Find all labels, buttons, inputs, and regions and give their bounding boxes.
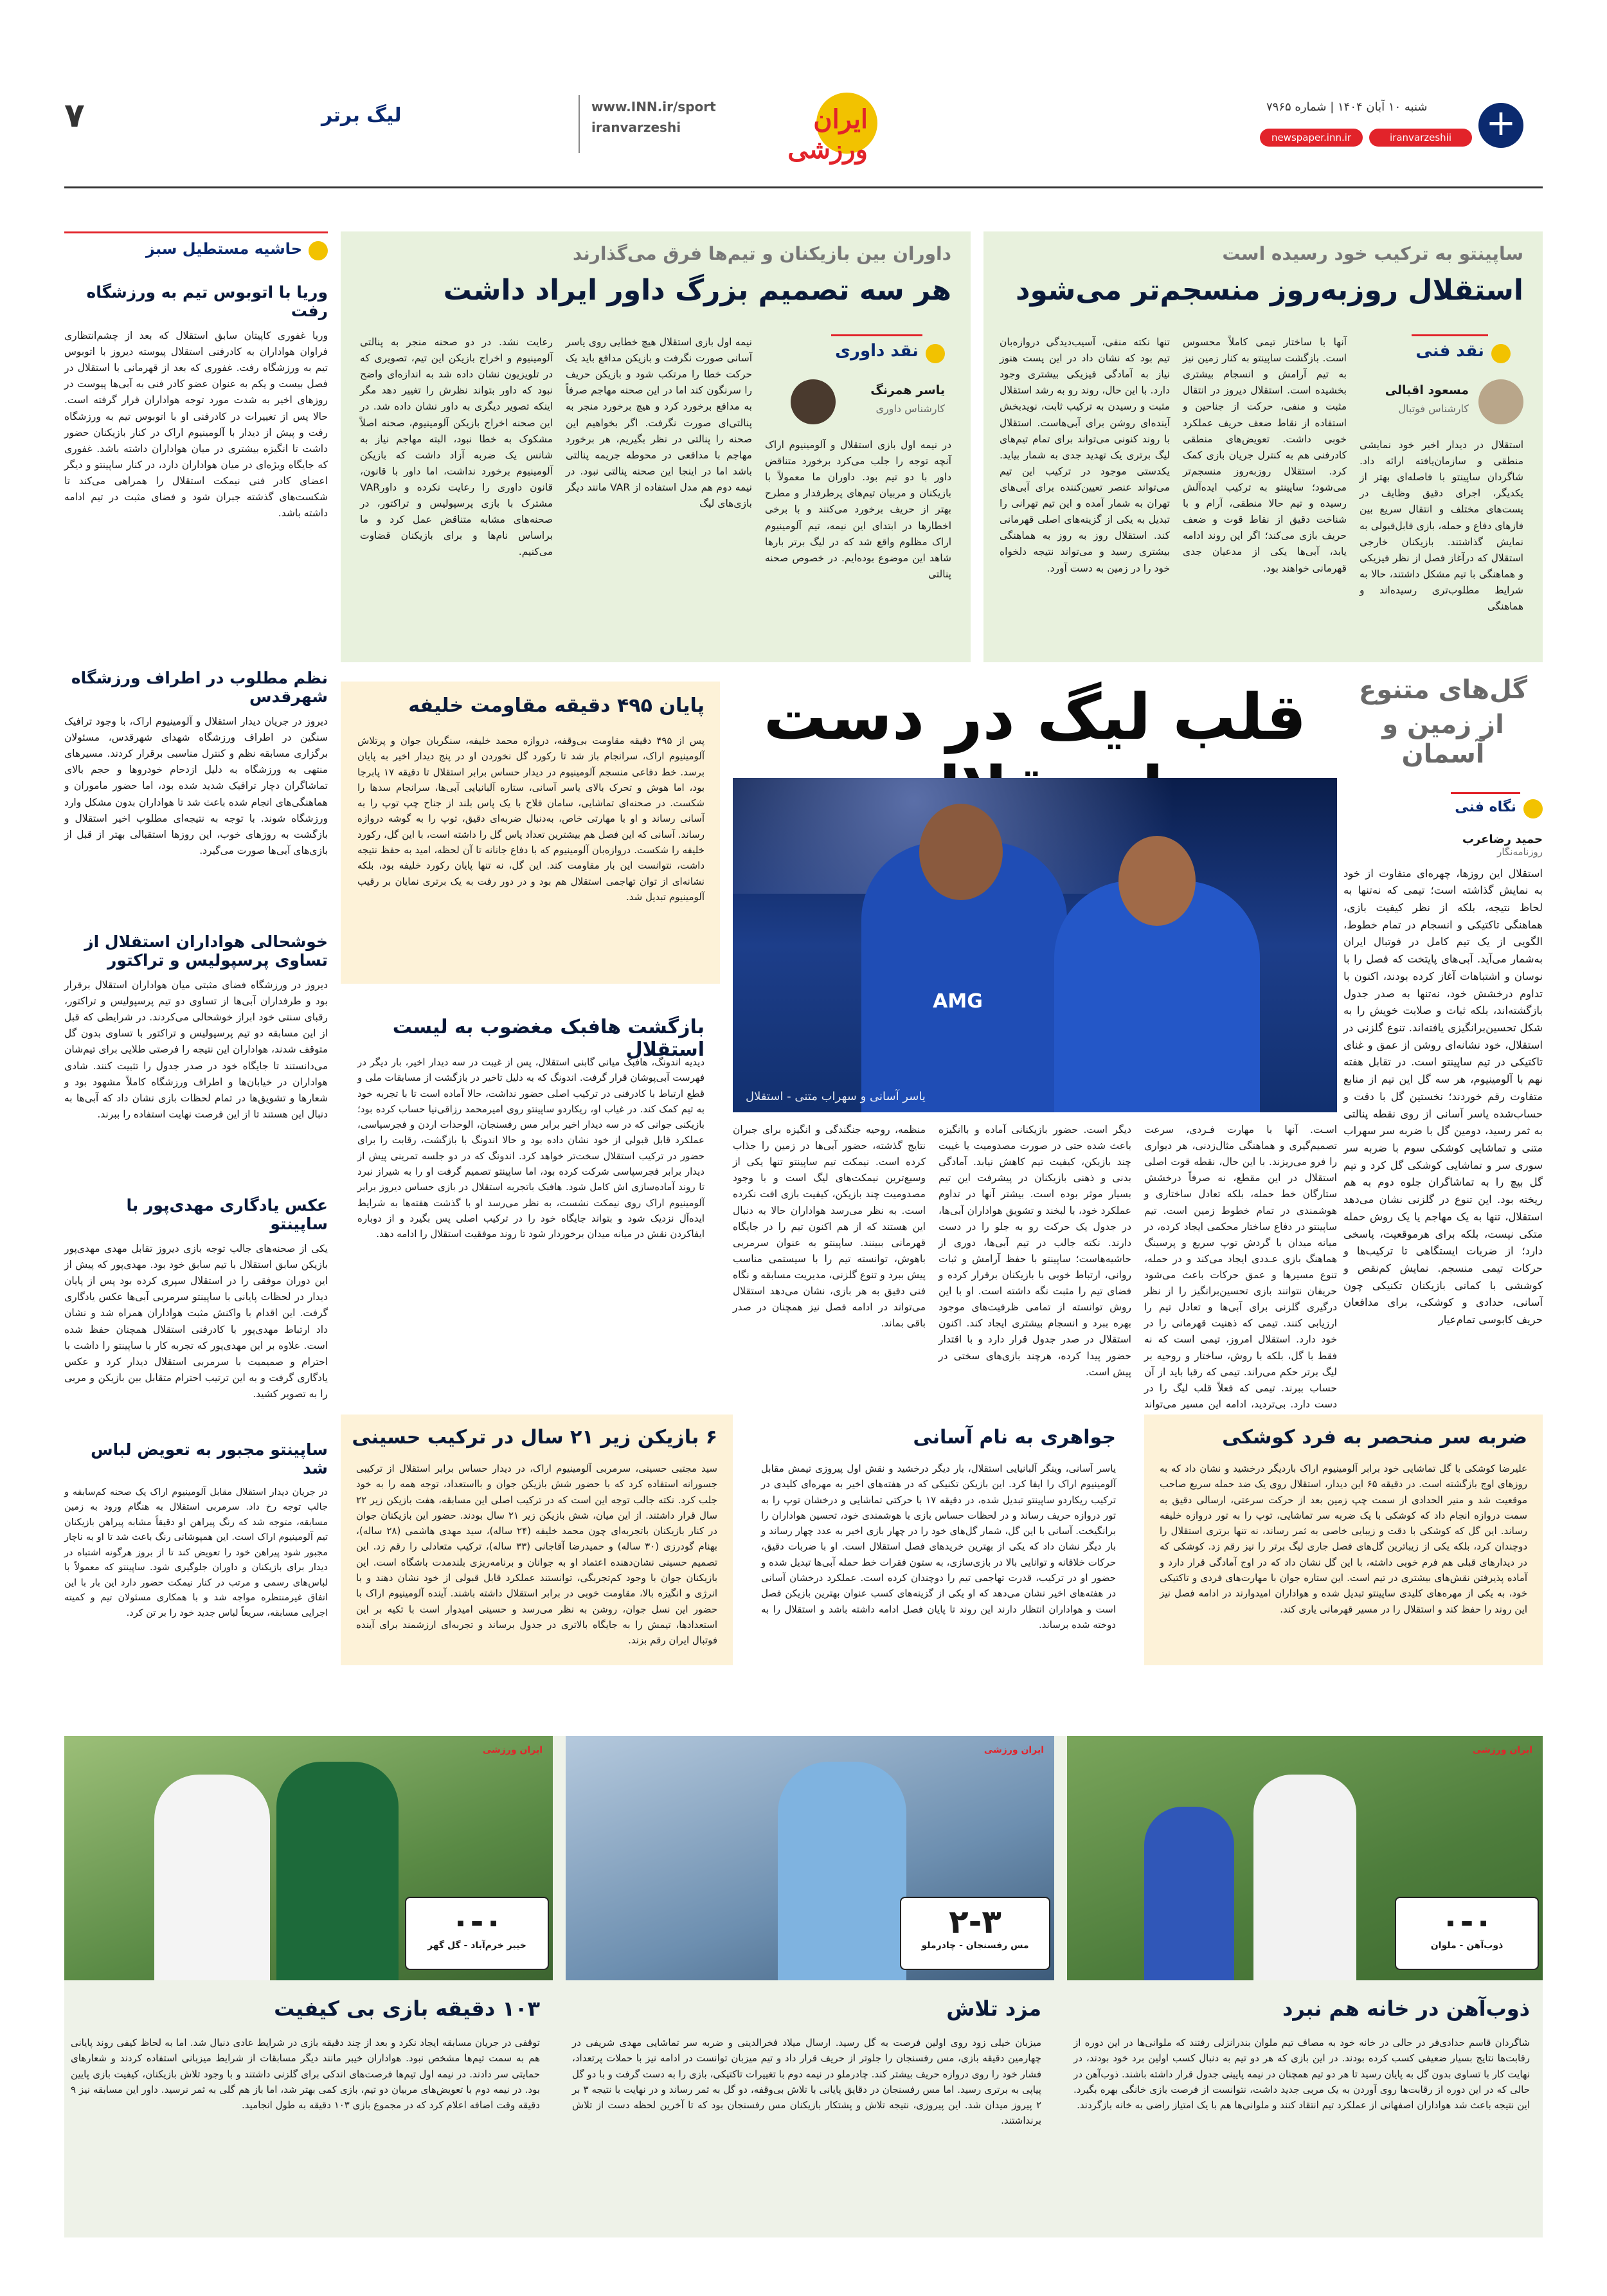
logo <box>752 86 881 165</box>
sidebar <box>64 231 328 1652</box>
score-box <box>405 1897 549 1970</box>
kicker: داوران بین بازیکنان و تیم‌ها فرق می‌گذارند <box>573 243 951 264</box>
player-right-head <box>1118 836 1196 926</box>
badge-site-label: newspaper.inn.ir <box>1271 132 1352 143</box>
story-text: دیروز در ورزشگاه فضای مثبتی میان هواداران استقلال برقرار بود و طرفداران آبی‌ها از تساوی دو تیم پرسپولیس و تراکتور، رقبای سنتی خود ابراز خوشحالی می‌کردند. در شرایطی که قبل از این مسابقه دو تیم پرسپولیس و تراکتور با تساوی بدون گل متوقف شدند، هواداران این نتیجه را فرصتی طلایی برای تیم‌شان می‌دانستند تا جایگاه خود در صدر جدول را تثبیت کنند. شادی هواداران در خیابان‌ها و اطراف ورزشگاه کاملاً مشهود بود و شعارها و تشویق‌ها در تمام لحظات بازی نشان داد که آبی‌ها به دنبال این هستند تا از این فرصت نهایت استفاده را ببرند. <box>64 979 328 1120</box>
match-title: ۱۰۳ دقیقه بازی بی کیفیت <box>274 1996 540 2021</box>
match-title: مزد تلاش <box>946 1996 1041 2021</box>
author-name: حمید رضاعرب <box>1462 832 1543 846</box>
article-text: سید مجتبی حسینی، سرمربی آلومینیوم اراک، در دیدار حساس برابر استقلال از ترکیبی جسورانه استفاده کرد که با حضور شش بازیکن جوان و بااستعداد، توجه همه را به خود جلب کرد. نکته جالب توجه این است که در ترکیب اصلی این مسابقه، هفت بازیکن زیر ۲۲ سال قرار داشتند. از این میان، شش بازیکن زیر ۲۱ سال بودند. حضور این بازیکنان جوان در کنار بازیکنان باتجربه‌ای چون محمد خلیفه (۲۴ ساله)، سید مهدی هاشمی (۲۸ ساله)، بهنام گودرزی (۳۰ ساله) و حمیدرضا آقاجانی (۳۳ ساله)، ترکیب متعادلی را رقم زد. این تصمیم حسینی نشان‌دهنده اعتماد او به جوانان و برنامه‌ریزی بلندمدت باشگاه است. این بازیکنان جوان با وجود کم‌تجربگی، توانستند عملکرد قابل قبولی از خود نشان دهند و با انرژی و انگیزه بالا، مقاومت خوبی در برابر استقلال داشته باشند. آینده آلومینیوم اراک با حضور این نسل جوان، روشن به نظر می‌رسد و حسینی امیدوار است با تکیه بر این استعدادها، تیمش را به جایگاه بالاتری در جدول برساند و تجربه‌ای ارزشمند برای آینده فوتبال ایران رقم بزند. <box>356 1463 717 1647</box>
match-label: مس رفسنجان - چادرملو <box>921 1940 1029 1951</box>
story-text: یکی از صحنه‌های جالب توجه بازی دیروز تقابل مهدی مهدی‌پور بازیکن سابق استقلال با تیم سابق خود بود. مهدی‌پور که پیش از این دوران موفقی را در استقلال سپری کرده بود پس از پایان دیدار در لحظات پایانی با ساپینتو سرمربی آبی‌ها عکس یادگاری گرفت. این اقدام با واکنش مثبت هواداران همراه شد و نشان داد ارتباط مهدی‌پور با کادرفنی استقلال همچنان حفظ شده است. علاوه بر این مهدی‌پور که تجربه کار با ساپینتو را داشت با احترام و صمیمیت با سرمربی استقلال دیدار کرد و عکس یادگاری گرفت و به این ترتیب احترام متقابل بین بازیکن و مربی را به تصویر کشید. <box>64 1243 328 1400</box>
badge-site[interactable] <box>1260 129 1363 147</box>
story-text: در جریان دیدار استقلال مقابل آلومینیوم اراک یک صحنه کم‌سابقه و جالب توجه رخ داد. سرمربی استقلال به هنگام ورود به زمین مسابقه، متوجه شد که رنگ پیراهن او دقیقاً مشابه پیراهن بازیکنان تیم آلومینیوم اراک است. این همپوشانی رنگ باعث شد تا او به ناچار مجبور شود پیراهن خود را تعویض کند تا از بروز هرگونه اشتباه در دیدار برای بازیکنان و داوران جلوگیری شود. ساپینتو که معمولاً با لباس‌های رسمی و مرتب در کنار نیمکت حضور دارد این بار با این اتفاق غیرمنتظره مواجه شد و با همکاری مسئولان تیم و کمیته اجرایی مسابقه، سریعاً لباس جدید خود را بر تن کرد. <box>64 1487 328 1618</box>
article-title: ۶ بازیکن زیر ۲۱ سال در ترکیب حسینی <box>352 1426 717 1449</box>
bottom-article <box>746 1415 1131 1665</box>
player-figure <box>276 1762 399 1980</box>
author-avatar <box>791 379 836 424</box>
sponsor-logo: AMG <box>933 990 983 1013</box>
headline-column-2: دیگر است. حضور بازیکنانی آماده و باانگیزه باعث شده حتی در صورت مصدومیت یا غیبت چند بازیکن، کیفیت تیم کاهش نیابد. آمادگی بدنی و ذهنی بازیکنان در پیشرفت این تیم بسیار موثر بوده است. بیشتر آنها در تداوم عملکرد خود، با لبخند و تشویق هواداران آبی‌ها، در جدول یک حرکت رو به جلو را در دست دارند. نکته جالب در تیم آبی‌ها، دوری از حاشیه‌هاست؛ ساپینتو با حفظ آرامش و ثبات روانی، ارتباط خوبی با بازیکنان برقرار کرده و فضای تیم را مثبت نگه داشته است. او با این روش توانسته از تمامی ظرفیت‌های موجود بهره ببرد و انسجام بیشتری ایجاد کند. اکنون استقلال در صدر جدول قرار دارد و با اقتدار حضور پیدا کرده، هرچند بازی‌های سختی در پیش است. <box>938 1124 1131 1378</box>
bullet-icon <box>1523 799 1543 818</box>
photo-caption: یاسر آسانی و سهراب متنی - استقلال <box>746 1090 926 1103</box>
author-role: روزنامه‌نگار <box>1497 845 1543 858</box>
tag-label: نگاه فنی <box>1451 792 1520 815</box>
match-score: ۲-۳ <box>949 1903 1001 1940</box>
page-header <box>0 90 1607 186</box>
article-text: یاسر آسانی، وینگر آلبانیایی استقلال، بار دیگر درخشید و نقش اول پیروزی تیمش مقابل آلومینیوم اراک را ایفا کرد. این بازیکن تکنیکی که در هفته‌های اخیر به مهره‌ای کلیدی در ترکیب ریکاردو ساپینتو تبدیل شده، در دقیقه ۱۷ با حرکتی تماشایی و درخشان توپ را به تور دروازه حریف رساند و در لحظات حساس بازی با هوشمندی خود، تحسین هواداران را برانگیخت. آسانی با این گل، شمار گل‌های خود را در چهار بازی اخیر به عدد چهار رساند و بار دیگر نشان داد که یکی از بهترین خریدهای فصل استقلال است. او با ضربات دقیق، حرکات خلاقانه و توانایی بالا در بازی‌سازی، به ستون فقرات خط حمله آبی‌ها تبدیل شده و حضور او در ترکیب، قدرت تهاجمی تیم را دوچندان کرده است. عملکرد درخشان آسانی در هفته‌های اخیر نشان می‌دهد که او یکی از گزینه‌های کسب عنوان بهترین بازیکن فصل است و هواداران انتظار دارند این روند تا پایان فصل ادامه داشته باشد و استقلال را به دوخته شده برساند. <box>761 1463 1116 1631</box>
story-text: دیروز در جریان دیدار استقلال و آلومینیوم اراک، با وجود ترافیک سنگین در اطراف ورزشگاه شهدای شهرقدس، مسئولان برگزاری مسابقه نظم و کنترل مناسبی برقرار کردند. مسیرهای منتهی به ورزشگاه به دلیل ازدحام خودروها و حجم بالای تماشاگران دچار ترافیک شدید شده بود، اما حضور ماموران و هماهنگی‌های انجام شده باعث شد تا هواداران بدون مشکل وارد ورزشگاه شوند. با توجه به نتیجه‌ای مطلوب اخیر استقلال و بازگشت به روزهای خوب، این روزها استقبالی بهتر از قبل از بازی‌های آبی‌ها صورت می‌گیرد. <box>64 716 328 856</box>
header-rule <box>64 186 1543 188</box>
instagram-handle[interactable]: iranvarzeshi <box>591 120 681 135</box>
column-1: استقلال در دیدار اخیر خود نمایشی منطقی و سازمان‌یافته ارائه داد. شاگردان ساپینتو با فاصله‌ای بهتر از یکدیگر، اجرای دقیق وظایف در پست‌های مختلف و انتقال سریع بین فازهای دفاع و حمله، بازی قابل‌قبولی به نمایش گذاشتند. بازیکنان خارجی استقلال که درآغاز فصل از نظر فیزیکی و هماهنگی با تیم مشکل داشتند، حالا به شرایط مطلوب‌تری رسیده‌اند و هماهنگی <box>1360 439 1523 613</box>
tag-label: نقد داوری <box>831 334 922 361</box>
column-2: آنها با ساختار تیمی کاملاً محسوس است. بازگشت ساپینتو به کنار زمین نیز به تیم آرامش و انسجام بیشتری بخشیده است. استقلال دیروز در انتقال مثبت و منفی، حرکت از جناحین و استفاده از نقاط ضعف حریف عملکرد خوبی داشت. تعویض‌های منطقی کادرفنی هم به کنترل جریان بازی کمک کرد. استقلال روزبه‌روز منسجم‌تر می‌شود؛ ساپینتو به ترکیب ایده‌آلش رسیده و تیم حالا منطقی، آرام و با شناخت دقیق از نقاط قوت و ضعف حریف بازی می‌کند؛ اگر این روند ادامه یابد، آبی‌ها یکی از مدعیان جدی قهرمانی خواهند بود. <box>1183 336 1347 574</box>
match-label: ذوب‌آهن - ملوان <box>1430 1940 1504 1951</box>
match-score: ۰-۰ <box>451 1903 503 1940</box>
bullet-icon <box>309 241 328 260</box>
section-label: لیگ برتر <box>321 104 402 127</box>
plus-icon[interactable]: + <box>1478 103 1523 148</box>
story-title: نظم مطلوب در اطراف ورزشگاه شهرقدس <box>71 669 328 706</box>
tag-label: نقد فنی <box>1412 334 1488 361</box>
headline-column-3: منظمه، روحیه جنگندگی و انگیزه برای جبران نتایج گذشته، حضور آبی‌ها در زمین را جذاب کرده است. نیمکت تیم ساپینتو تنها یکی از وسیع‌ترین نیمکت‌های لیگ است و با وجود مصدومیت چند بازیکن، کیفیت بازی افت نکرده است. به نظر می‌رسد هواداران حالا به دنبال این هستند که از هم اکنون تیم را در جایگاه قهرمانی ببینند. ساپینتو به عنوان سرمربی باهوش، توانسته تیم را با سیستمی مناسب پیش ببرد و تنوع گلزنی، مدیریت مسابقه و نگاه فنی دقیق به هر بازی، نشان می‌دهد استقلال می‌تواند در ادامه فصل نیز همچنان در صدر باقی بماند. <box>733 1124 926 1330</box>
bottom-article <box>341 1415 733 1665</box>
top-right-article <box>983 231 1543 662</box>
sidebar-header-label: حاشیه مستطیل سبز <box>146 240 302 258</box>
title-line-1: گل‌های متنوع <box>1358 675 1528 705</box>
title-line-2: از زمین و آسمان <box>1382 710 1504 769</box>
article-title: پایان ۴۹۵ دقیقه مقاومت خلیفه <box>408 694 705 717</box>
article-title: ضربه سر منحصر به فرد کوشکی <box>1222 1426 1527 1449</box>
column-2: نیمه اول بازی استقلال هیچ خطایی روی یاسر آسانی صورت نگرفت و بازیکن مدافع باید یک حرکت خطا را مرتکب شود و بازیکن حریف را سرنگون کند اما در این صحنه مهاجم صرفاً به مدافع برخورد کرد و هیچ برخورد منجر به پنالتی‌ای صورت نگرفت. اگر بخواهیم این صحنه را پنالتی در نظر بگیریم، هر برخورد مهاجم با مدافعی در محوطه جریمه پنالتی باشد اما در اینجا این صحنه پنالتی نبود. در نیمه دوم هم مدل استفاده از VAR مانند دیگر بازی‌های لیگ <box>566 336 752 510</box>
badge-insta[interactable] <box>1369 129 1472 147</box>
sidebar-story <box>64 1196 328 1402</box>
story-title: ساپینتو مجبور به تعویض لباس شد <box>91 1440 328 1478</box>
photo-badge: ایران ورزشی <box>482 1745 543 1755</box>
view-tag <box>1343 792 1543 818</box>
match-text: شاگردان قاسم حدادی‌فر در حالی در خانه خود به مصاف تیم ملوان بندرانزلی رفتند که ملوانی‌ها در این دوره از رقابت‌ها نتایج بسیار ضعیفی کسب کرده بودند. در این بازی که هر دو تیم به دنبال کسب اولین برد خود بودند، در نهایت کار با تساوی بدون گل به پایان رسید تا هر دو تیم همچنان در نیمه پایینی جدول قرار داشته باشند. ذوب‌آهن در حالی که در این دوره از رقابت‌ها روی آوردن به یک مربی جدید داشت، نتوانست از فرصت بازی خانگی بهره بگیرد. این نتیجه باعث شد هواداران اصفهانی از عملکرد تیم انتقاد کنند و ملوانی‌ها هم با یک امتیاز راضی به خانه بازگردند. <box>1073 2037 1530 2111</box>
match-text: میزبان خیلی زود روی اولین فرصت به گل رسید. ارسال میلاد فخرالدینی و ضربه سر تماشایی مهدی شریفی در چهارمین دقیقه بازی، مس رفسنجان را جلوتر از حریف قرار داد و تیم میزبان توانست در ادامه نیز با حملات پرتعداد، فشار خود را روی دروازه حریف بیشتر کند. چادرملو در نیمه دوم با تغییرات تاکتیکی، بازی را به دست گرفت و با دو گل پیاپی به برتری رسید. اما مس رفسنجان در دقایق پایانی با تلاش بی‌وقفه، دو گل به ثمر رساند و در نهایت با نتیجه ۳ بر ۲ پیروز میدان شد. این پیروزی، نتیجه تلاش و پشتکار بازیکنان مس رفسنجان بود که تا آخرین لحظه دست از تلاش برنداشتند. <box>572 2037 1041 2127</box>
article-text: علیرضا کوشکی با گل تماشایی خود برابر آلومینیوم اراک باردیگر درخشید و نشان داد که به روزهای اوج بازگشته است. در دقیقه ۶۵ این دیدار، استقلال روی یک ضد حمله سریع صاحب موقعیت شد و منیر الحدادی از سمت چپ زمین بعد از حرکت سرعتی، ارسالی دقیق به سمت دروازه انجام داد که کوشکی با یک ضربه سر تماشایی، توپ را به تور دروازه خلیفه رساند. این گل که کوشکی با دقت و زیبایی خاصی به ثمر رساند، نه تنها برتری استقلال را دوچندان کرد، بلکه یکی از زیباترین گل‌های فصل جاری لیگ برتر را نیز رقم زد. کوشکی که در دیدارهای قبلی هم فرم خوبی داشته، با این گل نشان داد که در اوج آمادگی قرار دارد و آماده پذیرفتن نقش‌های بیشتری در تیم است. این ستاره جوان با مهارت‌های فردی و تاکتیکی خود، به یکی از مهره‌های کلیدی ساپینتو تبدیل شده و هواداران امیدوارند در ادامه فصل نیز این روند را حفظ کند و استقلال را در مسیر قهرمانی یاری کند. <box>1160 1463 1527 1615</box>
player-figure <box>1253 1775 1356 1980</box>
issue-info: شنبه ۱۰ آبان ۱۴۰۴ | شماره ۷۹۶۵ <box>1266 100 1428 114</box>
match-text: توقفی در جریان مسابقه ایجاد نکرد و بعد از چند دقیقه بازی در شرایط عادی دنبال شد. اما به لحاظ کیفی روند پایانی هم به سمت تیم‌ها مشخص نبود. هواداران خیبر مانند دیگر مسابقات از شرایط میزبانی استفاده کردند و شعارهای حمایتی سر دادند. در نیمه اول تیم‌ها فرصت‌های اندکی برای گلزنی داشتند و با وجود تلاش بازیکنان، کیفیت بازی پایین بود. در نیمه دوم با تعویض‌های مربیان دو تیم، بازی کمی بهتر شد، اما باز هم گلی به ثمر نرسید. داور این مسابقه نیز ۹ دقیقه وقت اضافه اعلام کرد که در مجموع بازی ۱۰۳ دقیقه به طول انجامید. <box>71 2037 540 2111</box>
logo-text: ایران ورزشی <box>787 104 868 165</box>
bullet-icon <box>926 344 945 363</box>
article-text: پس از ۴۹۵ دقیقه مقاومت بی‌وقفه، دروازه محمد خلیفه، سنگربان جوان و پرتلاش آلومینیوم اراک، سرانجام باز شد تا رکورد گل نخوردن او در پنج دیدار اخیر به پایان برسد. خط دفاعی منسجم آلومینیوم در دیدار حساس برابر استقلال تا دقیقه ۱۷ پابرجا بود، اما هوش و تحرک بالای یاسر آسانی، ستاره آلبانیایی آبی‌ها، سرانجام سدها را شکست. در صحنه‌ای تماشایی، سامان فلاح با یک پاس بلند از جناح چپ توپ را به آسانی رساند و او با مهارتی خاص، به‌دنبال ضربه‌ای دقیق، توپ را به گوشه دروازه رساند. آسانی که این فصل هم بیشترین تعداد پاس گل را داشته است، با این گل، رکورد خلیفه را شکست. دروازه‌بان آلومینیوم که با دفاع جانانه تا آن لحظه، امید به حفظ نتیجه داشت، نتوانست این بار مقاومت کند. این گل، نه تنها پایان رکورد خلیفه بود، بلکه نشانه‌ای از توان تهاجمی استقلال هم بود و در دور رفت به یک برتری نمایان بر رقیب آلومینیوم تبدیل شد. <box>357 735 705 903</box>
top-mid-article <box>341 231 971 662</box>
bullet-icon <box>1491 344 1511 363</box>
sidebar-story <box>64 1440 328 1621</box>
player-left-head <box>919 804 1003 900</box>
sidebar-story <box>64 669 328 859</box>
story-title: عکس یادگاری مهدی‌پور با ساپینتو <box>126 1196 328 1233</box>
story-title: وریا با اتوبوس تیم به ورزشگاه رفت <box>86 283 328 320</box>
column-3: رعایت نشد. در دو صحنه منجر به پنالتی آلومینیوم و اخراج بازیکن این تیم، تصویری که در تلویزیون نشان داده شد به اندازه‌ای واضح نبود که داور بتواند نظرش را تغییر دهد مگر اینکه تصویر دیگری به داور نشان داده شد. در این صحنه اخراج بازیکن آلومینیوم، صحنه اصلاً مشکوک به خطا نبود، البته مهاجم نیاز به شانس یک ضربه آزاد داشت که بازیکن آلومینیوم برخورد نداشت، اما داور با قانون، قانون داوری را رعایت نکرده و داورVAR مشترک با بازی پرسپولیس و تراکتور، در صحنه‌های مشابه متناقض عمل کرد و ما براساس نام‌ها و برای بازیکنان قضاوت می‌کنیم. <box>360 336 553 558</box>
score-box <box>900 1897 1050 1970</box>
main-photo <box>733 778 1337 1112</box>
headline-column-1: اسـت. آنها با مهارت فـردی، سرعت تصمیم‌گیری و هماهنگی مثال‌زدنی، هر دیواری را فرو می‌ریزند. با این حال، نقطه قوت اصلی استقلال در این مقطع، نه صرفاً درخشش ستارگان خط حمله، بلکه تعادل ساختاری و هوشمندی در تمام خطوط زمین است. تیم ساپینتو در دفاع ساختار محکمی ایجاد کرده، در میانه میدان با گردش توپ سریع و پرسینگ هماهنگ بازی عـددی ایجاد می‌کند و در حمله، تنوع مسیرها و عمق حرکات باعث می‌شود حریفان نتوانند بازی تحسین‌برانگیز را از نظر درگیری گلزنی برای آبی‌ها و تعادل تیم را ارزیابی کنند. تیمی که ذهنیت قهرمانی را در خود دارد. استقلال امروز، تیمی است که نه فقط با گل، بلکه با روش، ساختار و روحیه بر لیگ برتر حکم می‌راند. تیمی که رقبا باید از آن حساب ببرند. تیمی که فعلاً قلب لیگ را در دست دارد. بی‌تردید، ادامه این مسیر می‌تواند <box>1144 1124 1337 1410</box>
article-title: جواهری به نام آسانی <box>913 1426 1116 1449</box>
header-divider <box>579 95 580 153</box>
page-number: ۷ <box>64 96 85 135</box>
story-text: وریا غفوری کاپیتان سابق استقلال که بعد از چشم‌انتظاری فراوان هواداران به کادرفنی استقلال پیوسته دیروز با اتوبوس تیم به ورزشگاه رفت. غفوری که بعد از قهرمانی با استقلال در فصل بیست و یکم به عنوان عضو کادر فنی به آبی‌ها پیوست در روزهای اخیر به شدت مورد توجه هواداران قرار گرفته است. حالا پس از تغییرات در کادرفنی او با اتوبوس تیم به ورزشگاه رفت و پیش از دیدار با آلومینیوم اراک در کنار بازیکنان حضور داشت تا انگیزه بیشتری در میان هواداران داشته باشد. غفوری که جایگاه ویژه‌ای در میان هواداران دارد، در کنار ساپینتو و دیگر اعضای کادر فنی نیمکت استقلال را همراهی می‌کند تا شکست‌های گذشته جبران شود و فضای مثبت در تیم ادامه داشته باشد. <box>64 330 328 520</box>
article-title: استقلال روزبه‌روز منسجم‌تر می‌شود <box>1015 274 1523 307</box>
player-figure <box>1144 1807 1234 1980</box>
sidebar-story <box>64 932 328 1123</box>
sidebar-story <box>64 283 328 521</box>
author-role: کارشناس داوری <box>875 402 945 415</box>
article-text: دیدیه اندونگ، هافبک میانی گابنی استقلال، پس از غیبت در سه دیدار اخیر، بار دیگر در فهرست آبی‌پوشان قرار گرفت. اندونگ که به دلیل تاخیر در بازگشت از مسابقات ملی و قطع ارتباط با کادرفنی در ترکیب اصلی حضور نداشت، حالا آماده است تا با تجربه خود به تیم کمک کند. در غیاب او، ریکاردو ساپینتو روی امیرمحمد رزاقی‌نیا حساب کرده بود؛ بازیکنی جوانی که در سه دیدار اخیر برابر مس رفسنجان، الوحدات اردن و فجرسپاسی، عملکرد قابل قبولی از خود نشان داده بود و حالا اندونگ با بازگشت، رقابت را برای حضور در ترکیب استقلال سخت‌تر خواهد کرد. اندونگ که در دو جلسه تمرینی پیش از دیدار برابر فجرسپاسی شرکت کرده بود، اما ساپینتو تصمیم گرفت او را به شیراز نبرد تا روند آماده‌سازی اش کامل شود. هافبک باتجربه استقلال در بازی حساس دیروز برابر آلومینیوم اراک روی نیمکت نشست، به نظر می‌رسد او با گذشت هفته‌ها به شرایط ایده‌آل نزدیک شود و بتواند جایگاه خود را در ترکیب اصلی پس بگیرد و از دوباره ایفاکردن نقش در میانه میدان برخوردار شود تا روند موفقیت استقلال را ادامه دهد. <box>357 1056 705 1240</box>
center-article-1 <box>341 682 720 984</box>
match-score: ۰-۰ <box>1441 1903 1493 1940</box>
main-headline: قلب لیگ در دست <box>763 681 1307 754</box>
photo-badge: ایران ورزشی <box>983 1745 1044 1755</box>
website-link[interactable]: www.INN.ir/sport <box>591 99 716 114</box>
author-role: کارشناس فوتبال <box>1398 402 1469 415</box>
article-title: بازگشت هافبک مغضوب به لیست استقلال <box>392 1016 705 1061</box>
sidebar-header <box>64 231 328 266</box>
author-avatar <box>1478 379 1523 424</box>
story-title: خوشحالی هواداران استقلال از تساوی پرسپولیس و تراکتور <box>84 932 328 970</box>
photo-badge: ایران ورزشی <box>1472 1745 1532 1755</box>
author-name: یاسر همرنگ <box>870 383 945 397</box>
score-box <box>1395 1897 1539 1970</box>
player-figure <box>778 1762 906 1980</box>
kicker: ساپینتو به ترکیب خود رسیده است <box>1222 243 1523 264</box>
article-text: استقلال این روزها، چهره‌ای متفاوت از خود به نمایش گذاشته است؛ تیمی که نه‌تنها به لحاظ نتیجه، بلکه از نظر کیفیت بازی، هماهنگی تاکتیکی و انسجام در تمام خطوط، الگویی از یک تیم کامل در فوتبال ایران به‌شمار می‌آید. آبی‌های پایتخت که فصل را با نوسان و اشتباهات آغاز کرده بودند، اکنون با تداوم درخشش خود، نه‌تنها به صدر جدول بازگشته‌اند، بلکه ثبات و صلابت خویش را به شکل تحسین‌برانگیزی یافته‌اند. تنوع گلزنی در استقلال، خود نشانه‌ای روشن از عمق و غنای تاکتیکی در تیم ساپینتو است. در تقابل هفته نهم با آلومینیوم، هر سه گل این تیم از منابع متفاوت رقم خوردند؛ نخستین گل با دقت و حساب‌شده یاسر آسانی از روی نقطه پنالتی به ثمر رسید، دومین گل با ضربه سر سهراب متنی و تماشایی کوشکی سوم با ضربه سر سوری سر و تماشایی کوشکی گل کرد و تیم گل بیچ را به تماشاگران جلوه دوم به هم ریخته بود. این تنوع در گلزنی نشان می‌دهد استقلال، تنها به یک مهاجم یا یک روش حمله متکی نیست، بلکه برای هرموقعیت، پاسخی دارد؛ از ضربات ایستگاهی تا ترکیب‌ها و حرکات تیمی منسجم. نمایش کم‌نقص و کوششی با کمانی بازیکنان تکنیکی چون آسانی، حدادی و کوشکی، برای مدافعان حریف کابوسی تمام‌عیار <box>1343 867 1543 1326</box>
article-title: هر سه تصمیم بزرگ داور ایراد داشت <box>443 274 951 307</box>
player-figure <box>154 1775 270 1980</box>
author-name: مسعود اقبالی <box>1385 383 1469 397</box>
match-title: ذوب‌آهن در خانه هم نبرد <box>1282 1996 1530 2021</box>
critique-tag <box>831 334 945 363</box>
bottom-article <box>1144 1415 1543 1665</box>
technical-view-article <box>1343 675 1543 1517</box>
match-label: خیبر خرم‌آباد - گل گهر <box>427 1940 526 1951</box>
column-1: در نیمه اول بازی استقلال و آلومینیوم اراک آنچه توجه را جلب می‌کرد برخورد متناقض داور با دو تیم بود. داوران ما معمولاً با بازیکنان و مربیان تیم‌های پرطرفدار و مطرح بهتر از حریف برخورد می‌کنند و با برخی اخطارها در ابتدای این نیمه، تیم آلومینیوم اراک مظلوم واقع شد که در لیگ برتر بارها شاهد این موضوع بوده‌ایم. در خصوص صحنه پنالتی <box>765 439 951 580</box>
badge-insta-label: iranvarzeshii <box>1389 132 1452 143</box>
center-article-2 <box>341 1003 720 1408</box>
column-3: تنها نکته منفی، آسیب‌دیدگی دروازه‌بان تیم بود که نشان داد در این پست هنوز نیاز به آمادگی فیزیکی بیشتری وجود دارد. با این حال، روند رو به رشد استقلال مثبت و رسیدن به ترکیب ثابت، نوید‌بخش آینده‌ای روشن برای آبی‌هاست. استقلال با روند کنونی می‌تواند برای تمام تیم‌های لیگ برتری یک تهدید جدی به شمار بیاید. یکدستی موجود در ترکیب این تیم می‌تواند عنصر تعیین‌کننده برای آبی‌های تهران به شمار آمده و این تیم تهرانی را تبدیل به یکی از گزینه‌های اصلی قهرمانی کند. استقلال روز به روز به هماهنگی بیشتری رسید و می‌تواند نتیجه دلخواه خود را در زمین به دست آورد. <box>1000 336 1170 574</box>
critique-tag <box>1412 334 1511 363</box>
